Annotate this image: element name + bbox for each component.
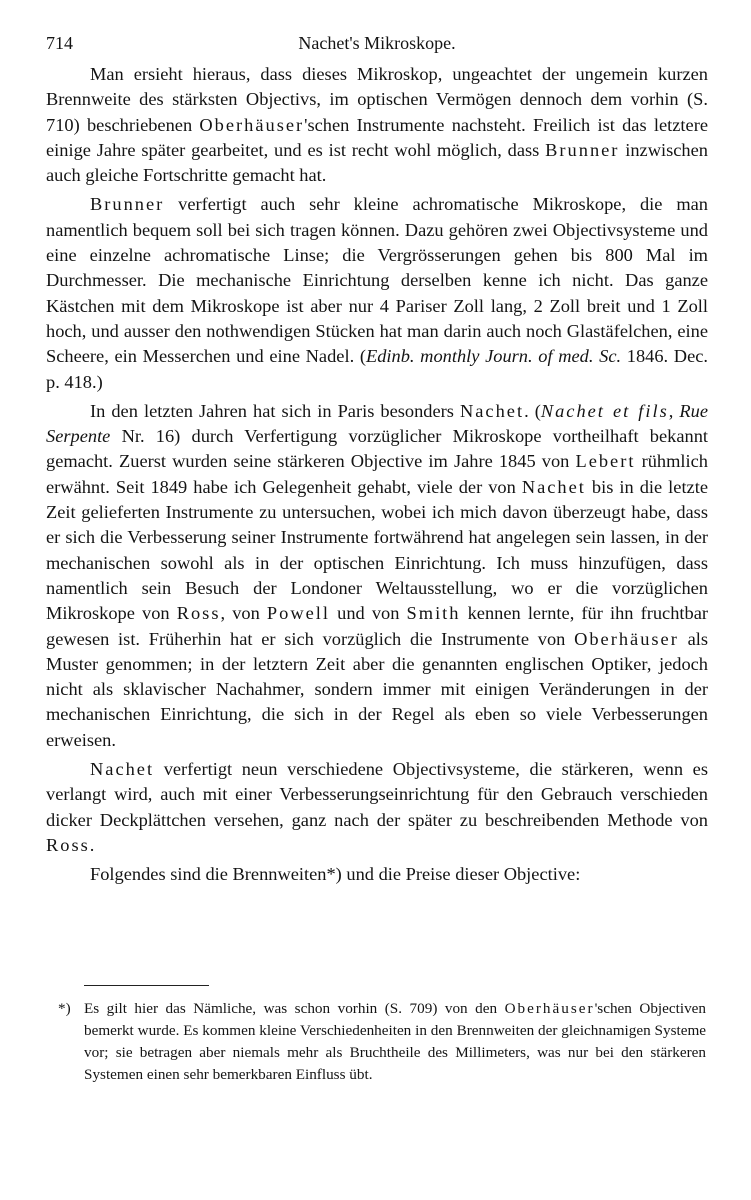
footnote — [58, 998, 706, 1086]
text-run: 'schen Instrumente nachsteht. Freilich ist das letztere einige Jahre später gearbeitet, und es ist recht wohl möglich, dass — [46, 114, 708, 160]
text-run: . ( — [524, 400, 541, 421]
spaced-name: Brunner — [545, 139, 620, 160]
text-run: Folgendes sind die Brennweiten*) und die Preise dieser Objective: — [90, 864, 581, 885]
text-run: und von — [330, 603, 407, 624]
spaced-name: Oberhäuser — [504, 1000, 595, 1017]
text-run: , von — [220, 603, 267, 624]
text-run: als Muster genommen; in der letztern Zeit aber die genannten englischen Optiker, jedoch nicht als sklavischer Nachahmer, sondern immer mit einigen Veränderungen in der mechanischen Einrichtung, die sich in der Regel als eben so viele Verbesserungen erweisen. — [46, 628, 709, 750]
spaced-name: Nachet — [521, 476, 586, 497]
text-run: Man ersieht hieraus, dass dieses Mikroskop, ungeachtet der ungemein kurzen Brennweite des stärksten Objectivs, im optischen Vermögen dennoch dem vorhin (S. 710) beschriebenen — [46, 64, 708, 135]
text-run: kennen lernte, für ihn fruchtbar gewesen ist. Früherhin hat er sich vorzüglich die Instrumente von — [46, 603, 708, 649]
text-run: bis in die letzte Zeit gelieferten Instrumente zu untersuchen, wobei ich mich davon überzeugt habe, dass er sich die Verbesserung seiner Instrumente fortwährend hat angelegen sein lassen, in der mechanischen sowohl als in der optischen Einrichtung. Ich muss hinzufügen, dass namentlich sein Besuch der Londoner Weltausstellung, wo er die vorzüglichen Mikroskope von — [46, 476, 708, 624]
running-title: Nachet's Mikroskope. — [298, 33, 456, 53]
spaced-name: Powell — [266, 603, 330, 624]
text-run: In den letzten Jahren hat sich in Paris besonders — [90, 400, 460, 421]
text-run: inzwischen auch gleiche Fortschritte gemacht hat. — [46, 139, 708, 186]
paragraph-3 — [46, 399, 708, 753]
page-header — [46, 33, 708, 59]
paragraph-5 — [46, 862, 708, 887]
paragraph-1 — [46, 62, 708, 188]
citation: Edinb. monthly Journ. of med. Sc. — [365, 346, 622, 367]
footnote-text — [58, 998, 706, 1086]
page-number: 714 — [46, 33, 73, 53]
spaced-name: Lebert — [575, 451, 636, 472]
text-run: rühmlich erwähnt. Seit 1849 habe ich Gelegenheit gehabt, viele der von — [46, 451, 708, 497]
street-name: Rue Serpente — [46, 400, 708, 447]
spaced-name: Brunner — [90, 194, 165, 215]
text-run: . — [89, 834, 95, 855]
text-run: Es gilt hier das Nämliche, was schon vorhin (S. 709) von den — [84, 1000, 505, 1017]
spaced-name: Nachet — [90, 759, 155, 780]
spaced-name: Ross — [176, 603, 221, 624]
text-run: Nr. 16) durch Verfertigung vorzüglicher Mikroskope vortheilhaft bekannt gemacht. Zuerst wurden seine stärkeren Objective im Jahre 1845 von — [46, 426, 708, 472]
spaced-name: Smith — [406, 603, 461, 624]
firm-name: Nachet et fils — [540, 400, 669, 421]
text-run: 'schen Objectiven bemerkt wurde. Es kommen kleine Verschiedenheiten in den Brennweiten der gleichnamigen Systeme vor; sie betragen aber niemals mehr als Bruchtheile des Millimeters, was nur bei den stärkeren Systemen einen sehr bemerkbaren Einfluss übt. — [84, 1000, 706, 1083]
paragraph-4 — [46, 757, 708, 858]
text-run: 1846. Dec. p. 418.) — [46, 346, 709, 392]
footnote-rule — [84, 985, 209, 986]
footnote-marker: *) — [58, 1000, 71, 1017]
paragraph-2 — [46, 192, 708, 394]
text-run: verfertigt auch sehr kleine achromatische Mikroskope, die man namentlich bequem soll bei sich tragen können. Dazu gehören zwei Objectivsysteme und eine einzelne achromatische Linse; die Vergrösserungen gehen bis 800 Mal im Durchmesser. Die mechanische Einrichtung derselben kenne ich nicht. Das ganze Kästchen mit dem Mikroskope ist aber nur 4 Pariser Zoll lang, 2 Zoll breit und 1 Zoll hoch, und ausser den nothwendigen Stücken hat man darin auch noch Glastäfelchen, eine Scheere, ein Messerchen und eine Nadel. ( — [46, 194, 708, 367]
spaced-name: Oberhäuser — [574, 628, 679, 649]
text-run: verfertigt neun verschiedene Objectivsysteme, die stärkeren, wenn es verlangt wird, auch mit einer Verbesserungseinrichtung für den Gebrauch verschieden dicker Deckplättchen versehen, ganz nach der später zu beschreibenden Methode von — [46, 759, 708, 830]
spaced-name: Oberhäuser — [199, 114, 305, 135]
spaced-name: Ross — [46, 834, 90, 855]
body-text — [46, 62, 708, 892]
spaced-name: Nachet — [459, 400, 525, 421]
text-run: , — [668, 400, 680, 421]
